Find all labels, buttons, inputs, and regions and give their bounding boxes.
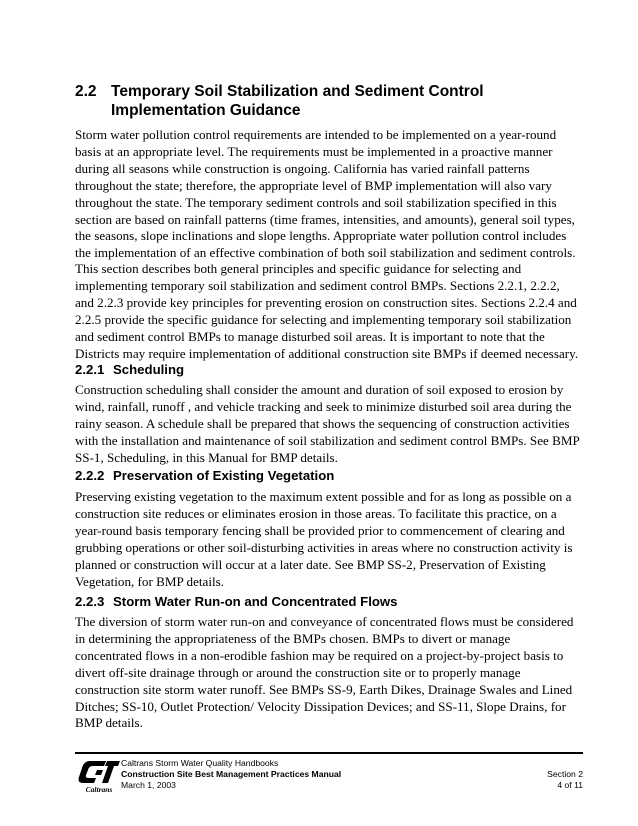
subsection-paragraph-run-on: The diversion of storm water run-on and conveyance of concentrated flows must be considered in determining the appropriateness of the BMPs chosen. BMPs to divert or manage concentrated flows in a non-erodible fashion may be required on a project-by-project basis to divert off-site drainage through or around the construction site or to properly manage construction site storm water runoff. See BMPs SS-9, Earth Dikes, Drainage Swales and Lined Ditches; SS-10, Outlet Protection/ Velocity Dissipation Devices; and SS-11, Slope Drains, for BMP details. xyxy=(75,614,574,731)
subsection-title: Preservation of Existing Vegetation xyxy=(113,468,335,483)
footer-date: March 1, 2003 xyxy=(121,780,176,790)
section-number: 2.2 xyxy=(75,83,97,100)
footer-left xyxy=(121,758,341,791)
section-intro-paragraph-2: This section describes both general principles and specific guidance for selecting and implementing temporary soil stabilization and sediment control BMPs. Sections 2.2.1, 2.2.2, and 2.2.3 provide key principles for preventing erosion on construction sites. Sections 2.2.4 and 2.2.5 provide the specific guidance for selecting and implementing temporary soil stabilization and sediment control BMPs to manage disturbed soil areas. It is important to note that the Districts may require implementation of additional construction site BMPs if deemed necessary. xyxy=(75,261,579,361)
footer-manual-title: Construction Site Best Management Practices Manual xyxy=(121,769,342,779)
subsection-number: 2.2.2 xyxy=(75,468,105,483)
footer-right xyxy=(547,769,583,791)
logo-wordmark: Caltrans xyxy=(85,785,113,794)
footer-handbook-title: Caltrans Storm Water Quality Handbooks xyxy=(121,758,279,768)
footer-rule xyxy=(75,752,583,754)
subsection-number: 2.2.3 xyxy=(75,594,105,609)
subsection-title: Scheduling xyxy=(113,362,185,377)
subsection-heading-preservation xyxy=(75,468,595,484)
section-title: Temporary Soil Stabilization and Sediment Control Implementation Guidance xyxy=(111,83,484,119)
section-intro-paragraph-1: Storm water pollution control requirements are intended to be implemented on a year-round basis at an appropriate level. The requirements must be implemented in a proactive manner during all seasons while construction is ongoing. California has varied rainfall patterns throughout the state; therefore, the appropriate level of BMP implementation will also vary throughout the state. The temporary sediment controls and soil stabilization specified in this section are based on rainfall patterns (time frames, intensities, and amounts), general soil types, the seasons, slope inclinations and slope lengths. Appropriate water pollution control includes the implementation of an effective combination of both soil stabilization and sediment controls. xyxy=(75,127,576,261)
subsection-heading-run-on xyxy=(75,594,595,610)
subsection-paragraph-scheduling: Construction scheduling shall consider the amount and duration of soil exposed to erosion by wind, rainfall, runoff , and vehicle tracking and seek to minimize disturbed soil area during the rainy season. A schedule shall be prepared that shows the sequencing of construction activities with the installation and maintenance of soil stabilization and sediment control BMPs. See BMP SS-1, Scheduling, in this Manual for BMP details. xyxy=(75,382,580,465)
subsection-title: Storm Water Run-on and Concentrated Flows xyxy=(113,594,398,609)
section-heading xyxy=(75,82,595,120)
subsection-paragraph-preservation: Preserving existing vegetation to the maximum extent possible and for as long as possible on a construction site reduces or eliminates erosion in those areas. To facilitate this practice, on a year-round basis temporary fencing shall be provided prior to commencement of clearing and grubbing operations or other soil-disturbing activities in areas where no construction activity is planned or construction will occur at a later date. See BMP SS-2, Preservation of Existing Vegetation, for BMP details. xyxy=(75,489,573,589)
subsection-number: 2.2.1 xyxy=(75,362,105,377)
subsection-heading-scheduling xyxy=(75,362,595,378)
footer-page-number: 4 of 11 xyxy=(557,780,583,790)
footer-section-label: Section 2 xyxy=(547,769,583,779)
caltrans-logo-icon xyxy=(76,758,122,794)
